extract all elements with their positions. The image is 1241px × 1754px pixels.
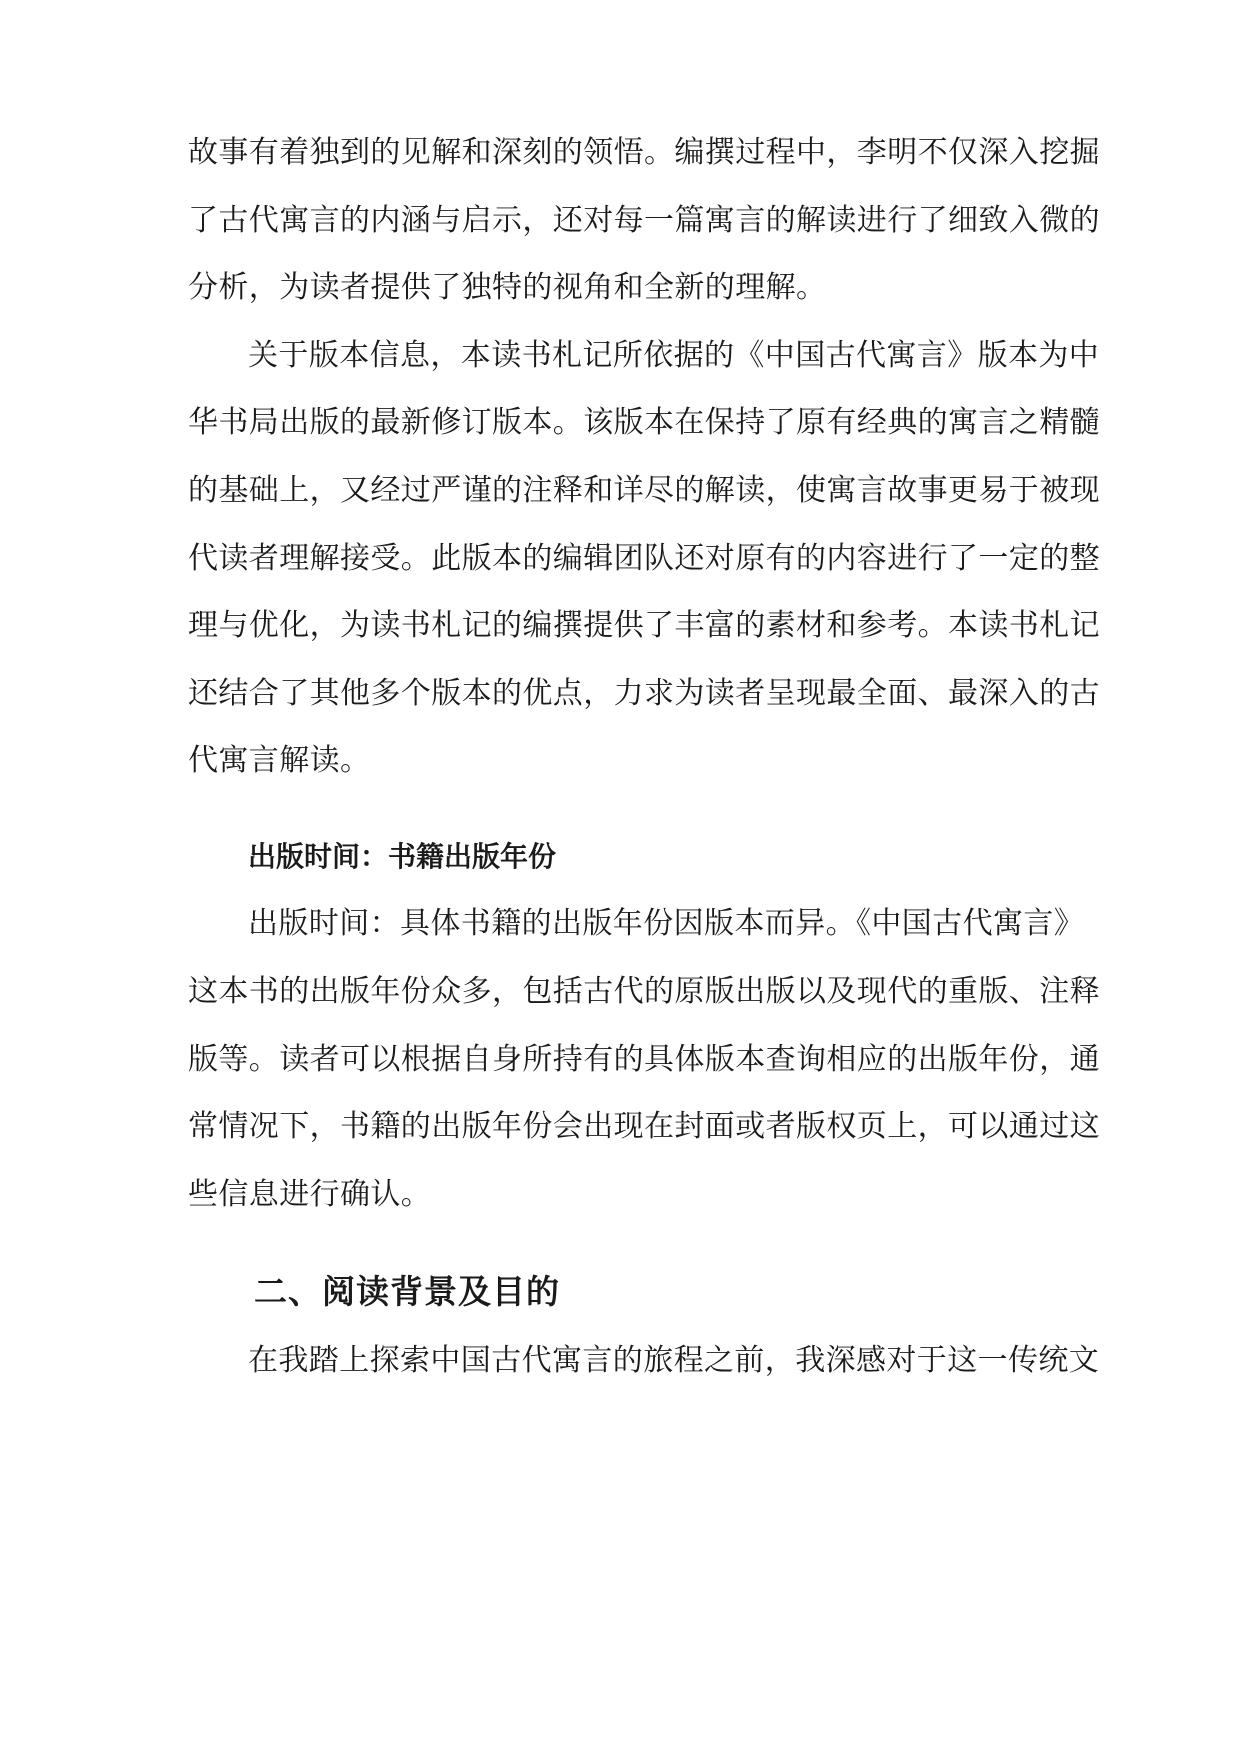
paragraph-line: 常情况下，书籍的出版年份会出现在封面或者版权页上，可以通过这 [188, 1109, 1100, 1144]
paragraph-line: 了古代寓言的内涵与启示，还对每一篇寓言的解读进行了细致入微的 [188, 203, 1100, 238]
paragraph-line: 出版时间：具体书籍的出版年份因版本而异。《中国古代寓言》 [248, 906, 1085, 941]
paragraph-line: 代读者理解接受。此版本的编辑团队还对原有的内容进行了一定的整 [188, 541, 1100, 576]
subheading-publication-time: 出版时间：书籍出版年份 [248, 840, 557, 873]
paragraph-line: 关于版本信息，本读书札记所依据的《中国古代寓言》版本为中 [248, 338, 1100, 373]
paragraph-line: 分析，为读者提供了独特的视角和全新的理解。 [188, 270, 827, 305]
paragraph-line: 还结合了其他多个版本的优点，力求为读者呈现最全面、最深入的古 [188, 676, 1100, 711]
paragraph-line: 故事有着独到的见解和深刻的领悟。编撰过程中，李明不仅深入挖掘 [188, 135, 1100, 170]
paragraph-line: 华书局出版的最新修订版本。该版本在保持了原有经典的寓言之精髓 [188, 405, 1100, 440]
paragraph-line: 版等。读者可以根据自身所持有的具体版本查询相应的出版年份，通 [188, 1042, 1100, 1077]
paragraph-line: 的基础上，又经过严谨的注释和详尽的解读，使寓言故事更易于被现 [188, 473, 1100, 508]
paragraph-line: 这本书的出版年份众多，包括古代的原版出版以及现代的重版、注释 [188, 974, 1100, 1009]
paragraph-line: 些信息进行确认。 [188, 1177, 432, 1212]
paragraph-line: 在我踏上探索中国古代寓言的旅程之前，我深感对于这一传统文 [248, 1343, 1100, 1378]
paragraph-line: 理与优化，为读书札记的编撰提供了丰富的素材和参考。本读书札记 [188, 608, 1100, 643]
section-heading: 二、阅读背景及目的 [254, 1272, 560, 1311]
paragraph-line: 代寓言解读。 [188, 743, 371, 778]
